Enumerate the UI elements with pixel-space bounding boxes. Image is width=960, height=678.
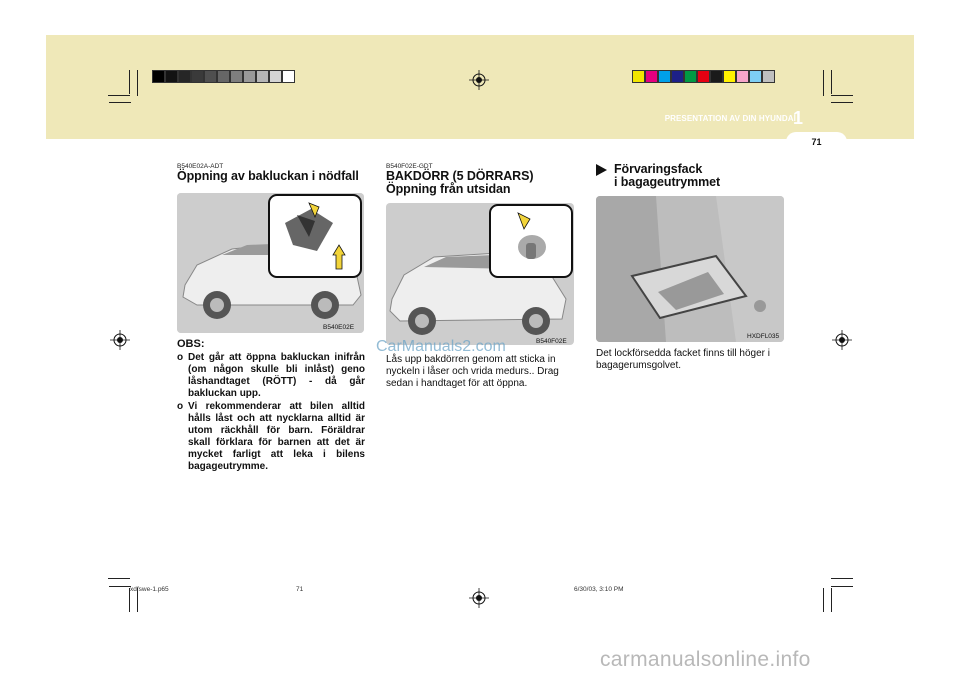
crop-mark — [823, 70, 824, 96]
color-swatch — [762, 70, 775, 83]
color-swatch — [178, 70, 191, 83]
color-swatch — [217, 70, 230, 83]
crop-mark — [831, 95, 853, 96]
watermark-top: CarManuals2.com — [376, 338, 506, 355]
crop-mark — [831, 102, 853, 103]
obs-item-text: Det går att öppna bakluckan inifrån (om någon skulle bli inlåst) geno låshandtaget (RÖTT) - då går bakluckan upp. — [188, 352, 365, 399]
footer-page: 71 — [296, 586, 304, 593]
crop-mark — [109, 102, 131, 103]
storage-compartment-photo — [596, 196, 784, 342]
footer-datetime: 6/30/03, 3:10 PM — [574, 586, 624, 593]
color-swatch — [671, 70, 684, 83]
color-swatch — [204, 70, 217, 83]
sedan-illustration — [177, 193, 364, 333]
crop-mark — [823, 588, 824, 612]
color-swatch — [191, 70, 204, 83]
color-swatch — [152, 70, 165, 83]
color-swatch — [165, 70, 178, 83]
section-code: B540F02E-GDT — [386, 163, 433, 170]
crop-mark — [137, 70, 138, 96]
storage-description: Det lockförsedda facket finns till höger i bagagerumsgolvet. — [596, 348, 770, 371]
bullet: o — [177, 401, 184, 412]
crop-mark — [108, 578, 130, 579]
crop-mark — [129, 70, 130, 94]
color-swatch — [749, 70, 762, 83]
crop-mark — [831, 70, 832, 94]
crop-mark — [108, 95, 130, 96]
color-swatch — [736, 70, 749, 83]
crop-mark — [831, 588, 832, 612]
hatchback-illustration — [386, 203, 574, 345]
crop-mark — [831, 578, 853, 579]
obs-heading: OBS: — [177, 338, 205, 350]
section-title-tailgate: BAKDÖRR (5 DÖRRARS) — [386, 169, 534, 183]
photo-label-b540e02e: B540E02E — [323, 324, 355, 331]
column-emergency-trunk — [177, 163, 367, 183]
watermark-bottom: carmanualsonline.info — [600, 648, 811, 671]
arrow-right-icon — [596, 164, 607, 176]
color-swatch — [632, 70, 645, 83]
color-swatch — [684, 70, 697, 83]
column-storage — [596, 163, 786, 189]
color-swatch — [658, 70, 671, 83]
registration-mark-icon — [469, 70, 489, 90]
photo-label-hxdfl035: HXDFL035 — [747, 333, 780, 340]
registration-mark-icon — [110, 330, 130, 350]
tailgate-photo — [386, 203, 574, 345]
color-swatch — [723, 70, 736, 83]
color-swatch — [230, 70, 243, 83]
color-swatch — [697, 70, 710, 83]
section-subtitle-tailgate: Öppning från utsidan — [386, 182, 511, 196]
section-title-storage: Förvaringsfack — [614, 162, 703, 176]
column-tailgate — [386, 163, 578, 196]
chapter-number: 1 — [793, 108, 804, 128]
color-swatch — [710, 70, 723, 83]
section-title-emergency: Öppning av bakluckan i nödfall — [177, 169, 359, 183]
luggage-floor-illustration — [596, 196, 784, 342]
color-swatches — [632, 70, 775, 83]
registration-mark-icon — [469, 588, 489, 608]
color-swatch — [269, 70, 282, 83]
obs-item — [177, 352, 365, 400]
color-swatch — [256, 70, 269, 83]
crop-mark — [109, 586, 131, 587]
crop-mark — [831, 586, 853, 587]
obs-item-text: Vi rekommenderar att bilen alltid hålls låst och att nycklarna alltid är utom räckhåll för barn. Föräldrar skall förklara för barnen att det är mycket farligt att leka i bilens bagageutrymme. — [188, 401, 365, 472]
bullet: o — [177, 352, 184, 363]
photo-label-b540f02e: B540F02E — [536, 338, 567, 345]
grayscale-swatches — [152, 70, 295, 83]
trunk-release-photo — [177, 193, 364, 333]
section-code: B540E02A-ADT — [177, 163, 224, 170]
page-number-tab: 71 — [786, 132, 847, 152]
color-swatch — [645, 70, 658, 83]
obs-notice — [177, 338, 365, 474]
section-title: PRESENTATION AV DIN HYUNDAI — [664, 114, 796, 123]
tailgate-instructions: Lås upp bakdörren genom att sticka in nyckeln i låser och vrida medurs.. Drag sedan i handtaget för att öppna. — [386, 354, 559, 389]
obs-item — [177, 401, 365, 473]
section-subtitle-storage: i bagageutrymmet — [614, 175, 721, 189]
footer-file: xdfswe-1.p65 — [130, 586, 169, 593]
color-swatch — [243, 70, 256, 83]
registration-mark-icon — [832, 330, 852, 350]
color-swatch — [282, 70, 295, 83]
